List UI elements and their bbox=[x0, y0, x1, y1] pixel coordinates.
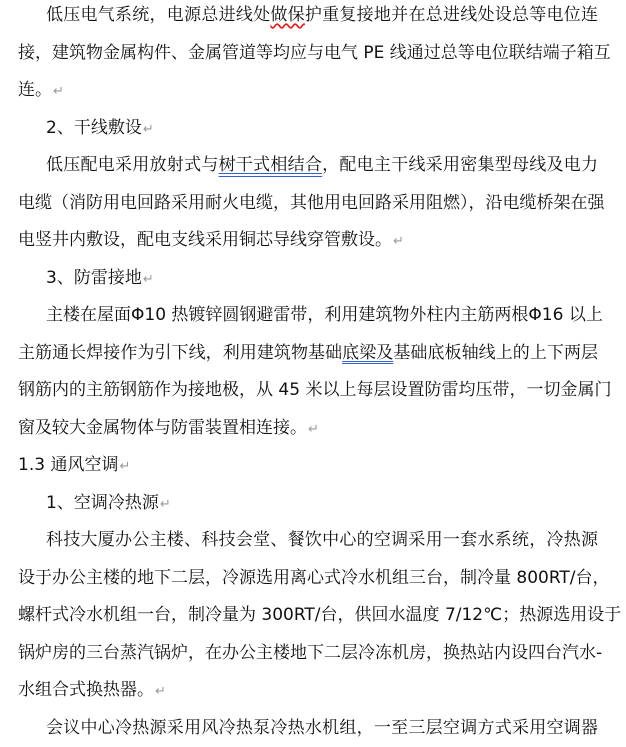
paragraph-mark-icon: ↵ bbox=[155, 684, 166, 699]
text-segment: 低压配电采用放射式与 bbox=[46, 155, 219, 175]
text-segment: 设于办公主楼的地下二层，冷源选用离心式冷水机组三台，制冷量 800RT/台， bbox=[18, 568, 610, 588]
text-segment: 1、空调冷热源 bbox=[46, 493, 159, 513]
text-segment: 主筋通长焊接作为引下线，利用建筑物基础 bbox=[18, 343, 342, 363]
text-line bbox=[18, 0, 598, 35]
text-line bbox=[18, 560, 598, 598]
paragraph-mark-icon: ↵ bbox=[160, 497, 171, 512]
text-line bbox=[18, 372, 598, 410]
text-line bbox=[18, 35, 598, 73]
text-segment: 1.3 通风空调 bbox=[18, 455, 118, 475]
text-line bbox=[18, 297, 598, 335]
text-line bbox=[18, 672, 598, 710]
text-line bbox=[18, 185, 598, 223]
text-segment: 连。 bbox=[18, 80, 52, 100]
paragraph-mark-icon: ↵ bbox=[143, 272, 154, 287]
text-line bbox=[18, 635, 598, 673]
paragraph-mark-icon: ↵ bbox=[393, 234, 404, 249]
text-segment: 窗及较大金属物体与防雷装置相连接。 bbox=[18, 418, 307, 438]
paragraph-mark-icon: ↵ bbox=[53, 84, 64, 99]
text-segment: 电缆（消防用电回路采用耐火电缆，其他用电回路采用阻燃），沿电缆桥架在强 bbox=[18, 193, 605, 213]
text-segment: 主楼在屋面Φ10 热镀锌圆钢避雷带，利用建筑物外柱内主筋两根Φ16 以上 bbox=[46, 305, 603, 325]
text-line bbox=[18, 260, 598, 298]
text-segment: 钢筋内的主筋钢筋作为接地极，从 45 米以上每层设置防雷均压带，一切金属门 bbox=[18, 380, 611, 400]
paragraph-mark-icon: ↵ bbox=[308, 422, 319, 437]
text-line bbox=[18, 72, 598, 110]
grammar-flag-text: 树干式相结合 bbox=[219, 155, 323, 175]
text-line bbox=[18, 485, 598, 523]
text-segment: 科技大厦办公主楼、科技会堂、餐饮中心的空调采用一套水系统，冷热源 bbox=[46, 530, 598, 550]
text-line bbox=[18, 597, 598, 635]
grammar-flag-text: 底梁及 bbox=[342, 343, 393, 363]
text-segment: 会议中心冷热源采用风冷热泵冷热水机组，一至三层空调方式采用空调器 bbox=[46, 718, 598, 738]
text-line bbox=[18, 710, 598, 747]
text-segment: 锅炉房的三台蒸汽锅炉，在办公主楼地下二层冷冻机房，换热站内设四台汽水- bbox=[18, 643, 602, 663]
text-segment: 护重复接地并在总进线处设总等电位连 bbox=[305, 5, 598, 25]
paragraph-mark-icon: ↵ bbox=[143, 122, 154, 137]
text-segment: 低压电气系统，电源总进线处 bbox=[46, 5, 270, 25]
text-segment: 3、防雷接地 bbox=[46, 268, 142, 288]
text-line bbox=[18, 522, 598, 560]
text-segment: 基础底板轴线上的上下两层 bbox=[393, 343, 598, 363]
text-line bbox=[18, 447, 598, 485]
text-line bbox=[18, 335, 598, 373]
document-body bbox=[18, 0, 598, 747]
paragraph-mark-icon: ↵ bbox=[119, 459, 130, 474]
text-segment: 螺杆式冷水机组一台，制冷量为 300RT/台，供回水温度 7/12℃；热源选用设于 bbox=[18, 605, 621, 625]
text-line bbox=[18, 222, 598, 260]
text-segment: 接，建筑物金属构件、金属管道等均应与电气 PE 线通过总等电位联结端子箱互 bbox=[18, 43, 611, 63]
spelling-flag-text: 做保 bbox=[270, 5, 305, 25]
text-segment: ，配电主干线采用密集型母线及电力 bbox=[322, 155, 598, 175]
text-segment: 2、干线敷设 bbox=[46, 118, 142, 138]
text-segment: 电竖井内敷设，配电支线采用铜芯导线穿管敷设。 bbox=[18, 230, 392, 250]
text-segment: 水组合式换热器。 bbox=[18, 680, 154, 700]
text-line bbox=[18, 147, 598, 185]
text-line bbox=[18, 110, 598, 148]
text-line bbox=[18, 410, 598, 448]
